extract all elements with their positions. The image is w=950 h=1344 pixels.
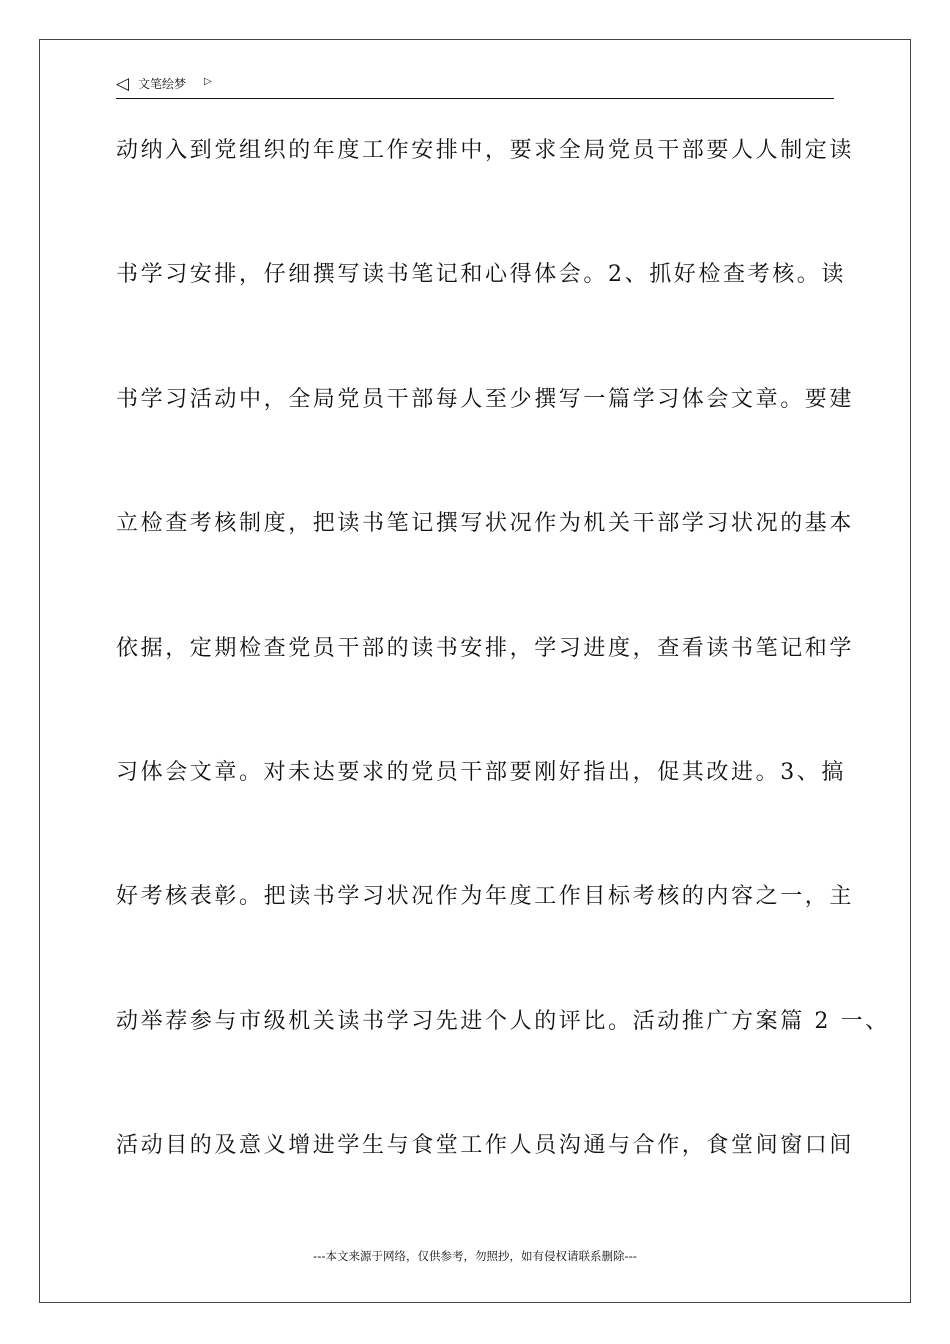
body-line: 依据，定期检查党员干部的读书安排，学习进度，查看读书笔记和学 bbox=[116, 635, 855, 661]
footer-disclaimer: ---本文来源于网络，仅供参考，勿照抄，如有侵权请联系删除--- bbox=[313, 1249, 637, 1263]
body-line: 好考核表彰。把读书学习状况作为年度工作目标考核的内容之一，主 bbox=[116, 884, 855, 910]
document-body bbox=[116, 132, 890, 1252]
body-line: 习体会文章。对未达要求的党员干部要刚好指出，促其改进。3、搞 bbox=[116, 759, 846, 785]
header-title: 文笔绘梦 bbox=[138, 77, 187, 91]
body-line: 书学习安排，仔细撰写读书笔记和心得体会。2、抓好检查考核。读 bbox=[116, 262, 846, 288]
body-line: 立检查考核制度，把读书笔记撰写状况作为机关干部学习状况的基本 bbox=[116, 511, 855, 537]
body-line: 书学习活动中，全局党员干部每人至少撰写一篇学习体会文章。要建 bbox=[116, 386, 855, 412]
body-line: 动举荐参与市级机关读书学习先进个人的评比。活动推广方案篇 2 一、 bbox=[116, 1008, 890, 1034]
document-header bbox=[116, 72, 834, 99]
body-line: 动纳入到党组织的年度工作安排中，要求全局党员干部要人人制定读 bbox=[116, 138, 855, 163]
body-line: 活动目的及意义增进学生与食堂工作人员沟通与合作，食堂间窗口间 bbox=[116, 1133, 855, 1159]
triangle-right-icon: ▷ bbox=[204, 76, 212, 87]
triangle-left-icon: ◁ bbox=[116, 74, 130, 94]
